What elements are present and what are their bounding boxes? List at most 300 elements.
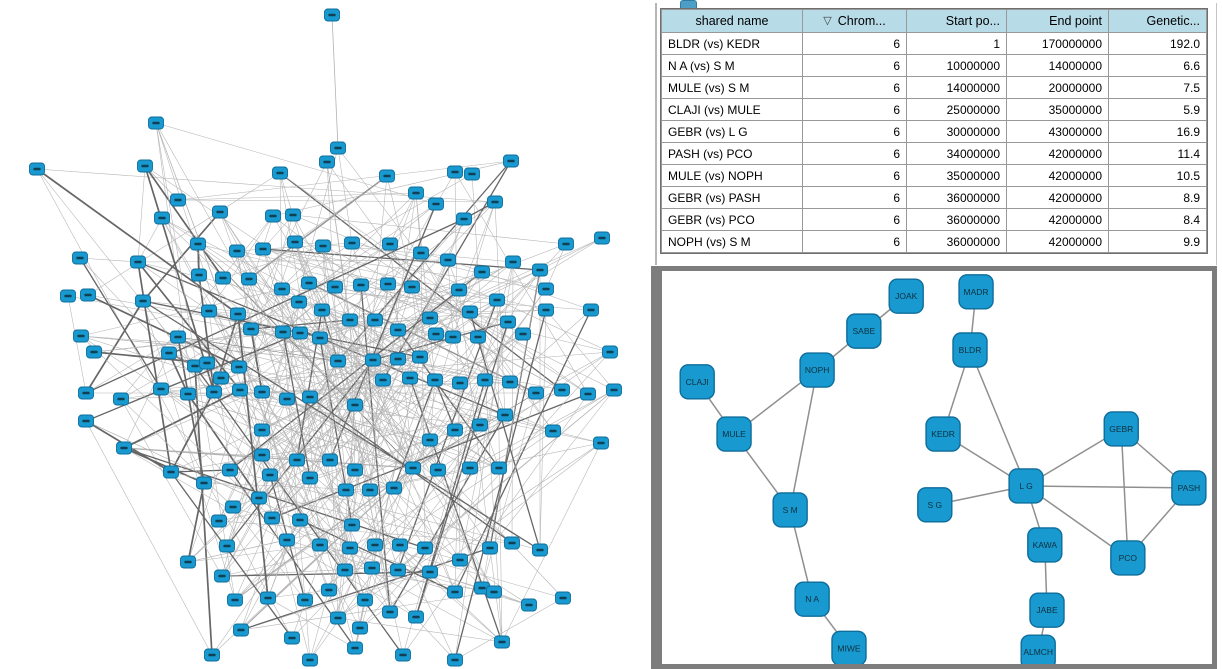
network-node[interactable] xyxy=(205,649,220,661)
table-row[interactable] xyxy=(662,187,1206,208)
table-cell[interactable]: CLAJI (vs) MULE xyxy=(662,99,802,120)
network-node[interactable] xyxy=(490,294,505,306)
table-panel xyxy=(660,8,1208,254)
network-node[interactable] xyxy=(280,393,295,405)
node-MULE[interactable] xyxy=(717,417,751,451)
network-node[interactable] xyxy=(323,454,338,466)
network-node[interactable] xyxy=(213,206,228,218)
node-label: GEBR xyxy=(1109,423,1134,434)
table-cell[interactable]: 6 xyxy=(803,187,906,208)
table-cell[interactable]: 36000000 xyxy=(907,209,1006,230)
network-node[interactable] xyxy=(322,584,337,596)
table-row[interactable] xyxy=(662,231,1206,252)
network-node[interactable] xyxy=(220,540,235,552)
node-label-glyph xyxy=(408,286,415,289)
node-BLDR[interactable] xyxy=(953,333,987,367)
table-cell[interactable]: MULE (vs) S M xyxy=(662,77,802,98)
node-SG[interactable] xyxy=(918,488,952,522)
node-MADR[interactable] xyxy=(959,275,993,309)
node-SABE[interactable] xyxy=(847,314,881,348)
network-node[interactable] xyxy=(325,9,340,21)
network-node[interactable] xyxy=(413,351,428,363)
table-cell[interactable]: MULE (vs) NOPH xyxy=(662,165,802,186)
table-cell[interactable]: 8.9 xyxy=(1109,187,1206,208)
network-node[interactable] xyxy=(231,308,246,320)
table-cell[interactable]: 35000000 xyxy=(1007,99,1108,120)
network-node[interactable] xyxy=(154,383,169,395)
network-node[interactable] xyxy=(290,454,305,466)
network-node[interactable] xyxy=(414,247,429,259)
network-node[interactable] xyxy=(448,166,463,178)
table-cell[interactable]: 9.9 xyxy=(1109,231,1206,252)
network-node[interactable] xyxy=(368,314,383,326)
network-node[interactable] xyxy=(418,542,433,554)
network-edge xyxy=(482,393,536,588)
node-CLAJI[interactable] xyxy=(680,365,714,399)
network-node[interactable] xyxy=(383,606,398,618)
network-node[interactable] xyxy=(487,586,502,598)
node-PASH[interactable] xyxy=(1172,471,1206,505)
network-node[interactable] xyxy=(230,245,245,257)
network-node[interactable] xyxy=(315,304,330,316)
network-node[interactable] xyxy=(533,544,548,556)
network-node[interactable] xyxy=(348,399,363,411)
network-node[interactable] xyxy=(391,353,406,365)
node-label-glyph xyxy=(371,319,378,322)
node-label-glyph xyxy=(195,274,202,277)
network-node[interactable] xyxy=(376,374,391,386)
network-node[interactable] xyxy=(405,281,420,293)
table-cell[interactable]: 42000000 xyxy=(1007,209,1108,230)
network-node[interactable] xyxy=(331,355,346,367)
network-node[interactable] xyxy=(164,466,179,478)
network-node[interactable] xyxy=(393,539,408,551)
network-edge-GEBR-PCO[interactable] xyxy=(1121,429,1128,558)
network-node[interactable] xyxy=(345,519,360,531)
table-cell[interactable]: 42000000 xyxy=(1007,187,1108,208)
network-node[interactable] xyxy=(192,269,207,281)
table-cell[interactable]: 42000000 xyxy=(1007,165,1108,186)
node-label-glyph xyxy=(456,559,463,562)
network-node[interactable] xyxy=(202,305,217,317)
table-row[interactable] xyxy=(662,55,1206,76)
network-node[interactable] xyxy=(358,594,373,606)
network-node[interactable] xyxy=(529,387,544,399)
network-node[interactable] xyxy=(516,328,531,340)
table-row[interactable] xyxy=(662,99,1206,120)
network-node[interactable] xyxy=(353,622,368,634)
node-label-glyph xyxy=(509,261,516,264)
network-node[interactable] xyxy=(255,449,270,461)
network-node[interactable] xyxy=(457,213,472,225)
column-header-shared-name[interactable] xyxy=(662,10,802,32)
table-cell[interactable]: 5.9 xyxy=(1109,99,1206,120)
network-node[interactable] xyxy=(595,232,610,244)
network-node[interactable] xyxy=(197,477,212,489)
network-node[interactable] xyxy=(286,209,301,221)
table-cell[interactable]: 6 xyxy=(803,55,906,76)
network-node[interactable] xyxy=(280,534,295,546)
network-node[interactable] xyxy=(506,256,521,268)
network-node[interactable] xyxy=(181,556,196,568)
network-node[interactable] xyxy=(441,254,456,266)
network-node[interactable] xyxy=(546,425,561,437)
network-node[interactable] xyxy=(365,562,380,574)
node-label-glyph xyxy=(278,288,285,291)
network-node[interactable] xyxy=(495,636,510,648)
network-node[interactable] xyxy=(431,464,446,476)
node-label-glyph xyxy=(268,517,275,520)
network-node[interactable] xyxy=(273,167,288,179)
network-node[interactable] xyxy=(149,117,164,129)
table-cell[interactable]: 14000000 xyxy=(1007,55,1108,76)
network-node[interactable] xyxy=(171,194,186,206)
network-node[interactable] xyxy=(266,210,281,222)
network-node[interactable] xyxy=(471,331,486,343)
table-cell[interactable]: BLDR (vs) KEDR xyxy=(662,33,802,54)
node-ALMCH[interactable] xyxy=(1021,635,1055,664)
network-node[interactable] xyxy=(293,514,308,526)
network-node[interactable] xyxy=(428,374,443,386)
table-cell[interactable]: 1 xyxy=(907,33,1006,54)
network-edge-BLDR-LG[interactable] xyxy=(970,350,1026,486)
network-node[interactable] xyxy=(232,361,247,373)
table-row[interactable] xyxy=(662,143,1206,164)
network-node[interactable] xyxy=(429,198,444,210)
network-node[interactable] xyxy=(117,442,132,454)
network-node[interactable] xyxy=(448,586,463,598)
network-node[interactable] xyxy=(448,424,463,436)
network-node[interactable] xyxy=(155,212,170,224)
network-node[interactable] xyxy=(603,346,618,358)
network-node[interactable] xyxy=(181,388,196,400)
node-label-glyph xyxy=(205,310,212,313)
network-node[interactable] xyxy=(61,290,76,302)
table-row[interactable] xyxy=(662,209,1206,230)
network-node[interactable] xyxy=(366,354,381,366)
table-cell[interactable]: 14000000 xyxy=(907,77,1006,98)
network-node[interactable] xyxy=(348,642,363,654)
network-node[interactable] xyxy=(244,323,259,335)
network-node[interactable] xyxy=(473,419,488,431)
network-node[interactable] xyxy=(448,654,463,666)
node-label-glyph xyxy=(90,351,97,354)
table-cell[interactable]: 20000000 xyxy=(1007,77,1108,98)
panel-splitter[interactable] xyxy=(655,3,657,265)
network-node[interactable] xyxy=(339,484,354,496)
network-node[interactable] xyxy=(387,482,402,494)
node-label-glyph xyxy=(396,544,403,547)
network-node[interactable] xyxy=(73,252,88,264)
network-node[interactable] xyxy=(533,264,548,276)
network-edge xyxy=(332,15,338,148)
network-node[interactable] xyxy=(212,515,227,527)
node-label-glyph xyxy=(245,278,252,281)
network-node[interactable] xyxy=(343,542,358,554)
node-label-glyph xyxy=(449,336,456,339)
network-node[interactable] xyxy=(501,316,516,328)
network-node[interactable] xyxy=(293,327,308,339)
network-node[interactable] xyxy=(539,283,554,295)
network-node[interactable] xyxy=(216,272,231,284)
network-node[interactable] xyxy=(252,492,267,504)
network-node[interactable] xyxy=(348,464,363,476)
network-node[interactable] xyxy=(559,238,574,250)
network-node[interactable] xyxy=(383,238,398,250)
network-node[interactable] xyxy=(276,326,291,338)
network-node[interactable] xyxy=(503,376,518,388)
network-node[interactable] xyxy=(79,387,94,399)
network-node[interactable] xyxy=(242,273,257,285)
network-node[interactable] xyxy=(171,331,186,343)
column-header-genetic-[interactable] xyxy=(1109,10,1206,32)
network-node[interactable] xyxy=(255,386,270,398)
network-node[interactable] xyxy=(316,240,331,252)
network-node[interactable] xyxy=(298,594,313,606)
network-node[interactable] xyxy=(345,237,360,249)
network-node[interactable] xyxy=(429,328,444,340)
network-node[interactable] xyxy=(263,469,278,481)
network-edge-NOPH-SM[interactable] xyxy=(790,370,817,510)
node-NA[interactable] xyxy=(795,582,829,616)
network-node[interactable] xyxy=(492,462,507,474)
node-KAWA[interactable] xyxy=(1028,528,1062,562)
table-cell[interactable]: 42000000 xyxy=(1007,143,1108,164)
node-label-glyph xyxy=(247,328,254,331)
table-cell[interactable]: 36000000 xyxy=(907,231,1006,252)
table-cell[interactable]: 16.9 xyxy=(1109,121,1206,142)
table-cell[interactable]: 35000000 xyxy=(907,165,1006,186)
node-label-glyph xyxy=(495,467,502,470)
node-JABE[interactable] xyxy=(1030,593,1064,627)
node-GEBR[interactable] xyxy=(1104,412,1138,446)
table-cell[interactable]: 36000000 xyxy=(907,187,1006,208)
node-label-glyph xyxy=(328,14,335,17)
node-label-glyph xyxy=(288,637,295,640)
node-SM[interactable] xyxy=(773,493,807,527)
table-row[interactable] xyxy=(662,165,1206,186)
node-label-glyph xyxy=(444,259,451,262)
network-node[interactable] xyxy=(594,437,609,449)
network-node[interactable] xyxy=(191,238,206,250)
network-node[interactable] xyxy=(581,388,596,400)
network-node[interactable] xyxy=(223,464,238,476)
column-header-end-point[interactable] xyxy=(1007,10,1108,32)
table-tab[interactable] xyxy=(680,0,697,8)
table-cell[interactable]: GEBR (vs) L G xyxy=(662,121,802,142)
network-node[interactable] xyxy=(200,357,215,369)
network-node[interactable] xyxy=(406,462,421,474)
network-node[interactable] xyxy=(255,424,270,436)
network-node[interactable] xyxy=(465,168,480,180)
node-label-glyph xyxy=(451,171,458,174)
filtered-network-canvas[interactable] xyxy=(662,271,1212,664)
table-row[interactable] xyxy=(662,33,1206,54)
network-node[interactable] xyxy=(409,187,424,199)
node-label-glyph xyxy=(291,241,298,244)
node-label-glyph xyxy=(264,597,271,600)
table-cell[interactable]: GEBR (vs) PASH xyxy=(662,187,802,208)
network-node[interactable] xyxy=(338,564,353,576)
table-row[interactable] xyxy=(662,121,1206,142)
network-node[interactable] xyxy=(302,277,317,289)
network-node[interactable] xyxy=(138,160,153,172)
table-cell[interactable]: 6.6 xyxy=(1109,55,1206,76)
network-node[interactable] xyxy=(423,312,438,324)
network-node[interactable] xyxy=(478,374,493,386)
table-cell[interactable]: GEBR (vs) PCO xyxy=(662,209,802,230)
node-label-glyph xyxy=(478,271,485,274)
network-node[interactable] xyxy=(285,632,300,644)
network-node[interactable] xyxy=(453,554,468,566)
table-cell[interactable]: 6 xyxy=(803,121,906,142)
network-node[interactable] xyxy=(391,564,406,576)
table-cell[interactable]: 6 xyxy=(803,165,906,186)
network-node[interactable] xyxy=(452,284,467,296)
node-label-glyph xyxy=(323,161,330,164)
network-node[interactable] xyxy=(320,156,335,168)
table-cell[interactable]: 6 xyxy=(803,99,906,120)
network-node[interactable] xyxy=(475,266,490,278)
table-cell[interactable]: 10.5 xyxy=(1109,165,1206,186)
network-node[interactable] xyxy=(30,163,45,175)
table-cell[interactable]: PASH (vs) PCO xyxy=(662,143,802,164)
network-node[interactable] xyxy=(505,537,520,549)
network-node[interactable] xyxy=(265,512,280,524)
network-node[interactable] xyxy=(331,612,346,624)
network-node[interactable] xyxy=(81,289,96,301)
network-node[interactable] xyxy=(396,649,411,661)
table-cell[interactable]: 30000000 xyxy=(907,121,1006,142)
network-node[interactable] xyxy=(446,331,461,343)
network-node[interactable] xyxy=(79,415,94,427)
network-node[interactable] xyxy=(226,501,241,513)
node-LG[interactable] xyxy=(1009,469,1043,503)
column-header-start-po-[interactable] xyxy=(907,10,1006,32)
table-cell[interactable]: 34000000 xyxy=(907,143,1006,164)
network-node[interactable] xyxy=(256,243,271,255)
node-label-glyph xyxy=(200,482,207,485)
network-node[interactable] xyxy=(380,170,395,182)
network-node[interactable] xyxy=(391,324,406,336)
network-node[interactable] xyxy=(498,409,513,421)
network-node[interactable] xyxy=(303,654,318,666)
table-cell[interactable]: 6 xyxy=(803,231,906,252)
table-cell[interactable]: 25000000 xyxy=(907,99,1006,120)
network-node[interactable] xyxy=(381,278,396,290)
node-label-glyph xyxy=(562,243,569,246)
network-node[interactable] xyxy=(87,346,102,358)
network-node[interactable] xyxy=(423,566,438,578)
network-node[interactable] xyxy=(313,539,328,551)
network-node[interactable] xyxy=(539,304,554,316)
network-node[interactable] xyxy=(275,283,290,295)
table-cell[interactable]: 6 xyxy=(803,143,906,164)
network-node[interactable] xyxy=(368,539,383,551)
network-node[interactable] xyxy=(584,304,599,316)
node-JOAK[interactable] xyxy=(889,279,923,313)
node-KEDR[interactable] xyxy=(926,417,960,451)
network-node[interactable] xyxy=(313,332,328,344)
network-node[interactable] xyxy=(214,372,229,384)
table-cell[interactable]: NOPH (vs) S M xyxy=(662,231,802,252)
network-node[interactable] xyxy=(409,611,424,623)
network-edge-LG-PASH[interactable] xyxy=(1026,486,1189,488)
table-cell[interactable]: 6 xyxy=(803,209,906,230)
network-node[interactable] xyxy=(207,386,222,398)
table-cell[interactable]: 43000000 xyxy=(1007,121,1108,142)
table-row[interactable] xyxy=(662,77,1206,98)
node-label: KAWA xyxy=(1032,539,1058,550)
network-node[interactable] xyxy=(343,314,358,326)
network-node[interactable] xyxy=(292,296,307,308)
table-cell[interactable]: 170000000 xyxy=(1007,33,1108,54)
filter-icon[interactable]: ▽ xyxy=(823,15,832,27)
network-node[interactable] xyxy=(131,256,146,268)
network-node[interactable] xyxy=(488,196,503,208)
table-cell[interactable]: 6 xyxy=(803,33,906,54)
network-node[interactable] xyxy=(504,155,519,167)
table-cell[interactable]: 42000000 xyxy=(1007,231,1108,252)
network-node[interactable] xyxy=(483,542,498,554)
network-node[interactable] xyxy=(555,384,570,396)
node-label-glyph xyxy=(231,599,238,602)
network-node[interactable] xyxy=(162,347,177,359)
node-label-glyph xyxy=(386,243,393,246)
network-node[interactable] xyxy=(423,434,438,446)
network-node[interactable] xyxy=(607,384,622,396)
table-cell[interactable]: 8.4 xyxy=(1109,209,1206,230)
network-node[interactable] xyxy=(354,279,369,291)
network-node[interactable] xyxy=(556,592,571,604)
network-node[interactable] xyxy=(228,594,243,606)
node-label-glyph xyxy=(369,359,376,362)
table-cell[interactable]: 10000000 xyxy=(907,55,1006,76)
network-node[interactable] xyxy=(463,462,478,474)
network-node[interactable] xyxy=(331,142,346,154)
network-node[interactable] xyxy=(328,281,343,293)
table-cell[interactable]: 11.4 xyxy=(1109,143,1206,164)
node-label-glyph xyxy=(501,414,508,417)
column-header-chrom-[interactable] xyxy=(803,10,906,32)
network-node[interactable] xyxy=(522,599,537,611)
network-node[interactable] xyxy=(215,570,230,582)
network-node[interactable] xyxy=(74,330,89,342)
table-cell[interactable]: 192.0 xyxy=(1109,33,1206,54)
network-node[interactable] xyxy=(303,472,318,484)
network-node[interactable] xyxy=(463,306,478,318)
network-node[interactable] xyxy=(363,484,378,496)
table-cell[interactable]: 6 xyxy=(803,77,906,98)
network-node[interactable] xyxy=(303,391,318,403)
network-node[interactable] xyxy=(233,384,248,396)
table-cell[interactable]: N A (vs) S M xyxy=(662,55,802,76)
network-node[interactable] xyxy=(234,624,249,636)
node-label-glyph xyxy=(316,544,323,547)
network-node[interactable] xyxy=(403,372,418,384)
network-node[interactable] xyxy=(114,393,129,405)
network-node[interactable] xyxy=(288,236,303,248)
table-cell[interactable]: 7.5 xyxy=(1109,77,1206,98)
node-NOPH[interactable] xyxy=(800,353,834,387)
node-MIWE[interactable] xyxy=(832,631,866,664)
node-label-glyph xyxy=(536,549,543,552)
node-label: MULE xyxy=(722,429,746,440)
node-PCO[interactable] xyxy=(1111,541,1145,575)
network-node[interactable] xyxy=(136,295,151,307)
network-node[interactable] xyxy=(453,377,468,389)
network-node[interactable] xyxy=(261,592,276,604)
